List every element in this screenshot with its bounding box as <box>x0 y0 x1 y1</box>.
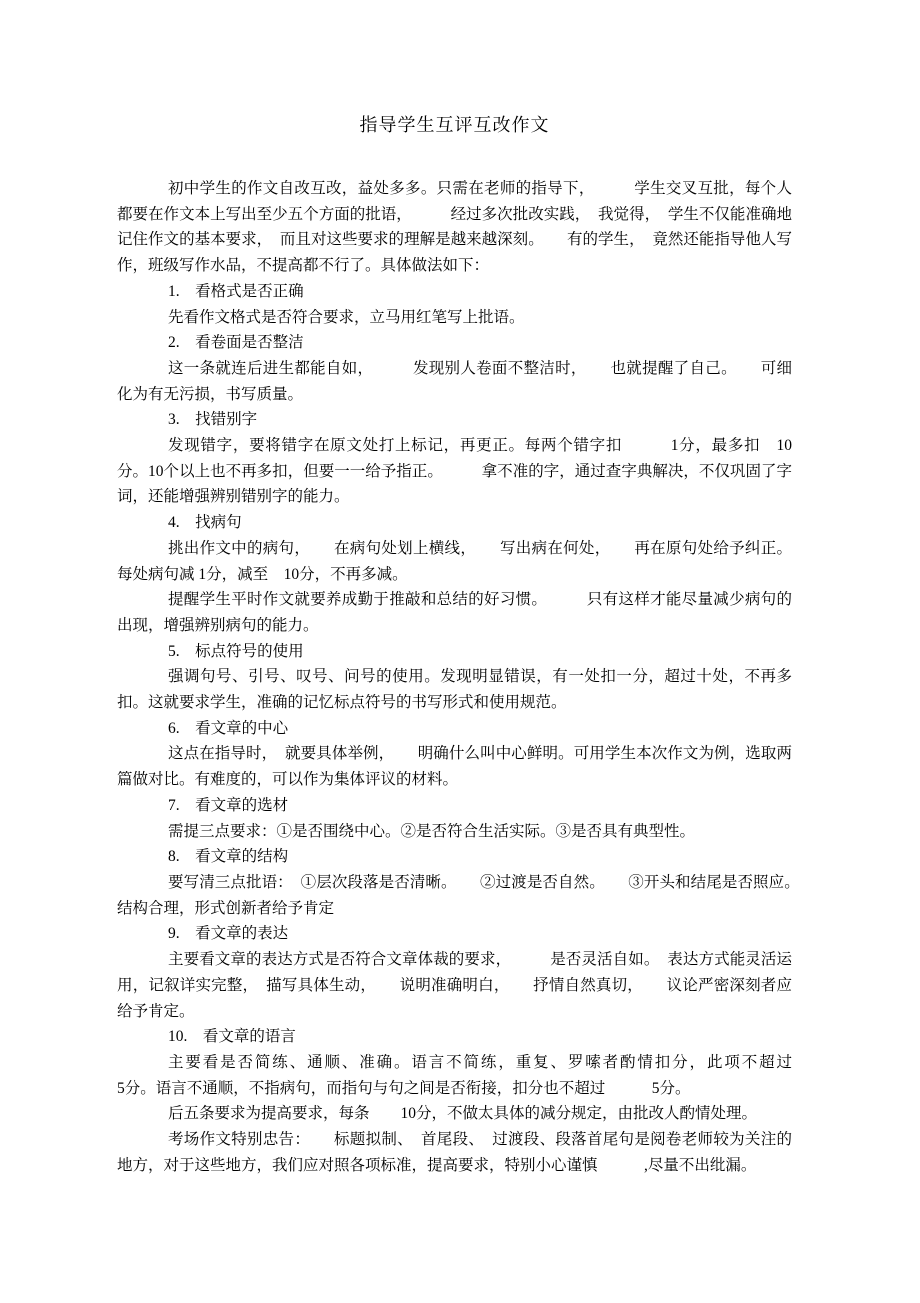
paragraph: 强调句号、引号、叹号、问号的使用。发现明显错误，有一处扣一分，超过十处，不再多扣。这就要求学生，准确的记忆标点符号的书写形式和使用规范。 <box>117 668 792 712</box>
paragraph-intro: 初中学生的作文自改互改，益处多多。只需在老师的指导下， 学生交叉互批，每个人都要在作文本上写出至少五个方面的批语， 经过多次批改实践， 我觉得， 学生不仅能准确地记住作文的基本要求， 而且对这些要求的理解是越来越深刻。 有的学生， 竟然还能指导他人写作，班级写作水品，不提高都不行了。具体做法如下： <box>117 180 792 275</box>
paragraph: 需提三点要求：①是否围绕中心。②是否符合生活实际。③是否具有典型性。 <box>168 822 696 840</box>
paragraph: 先看作文格式是否符合要求，立马用红笔写上批语。 <box>168 308 525 326</box>
paragraph-final-advice: 考场作文特别忠告： 标题拟制、 首尾段、 过渡段、段落首尾句是阅卷老师较为关注的地方，对于这些地方，我们应对照各项标准，提高要求，特别小心谨慎 ,尽量不出纰漏。 <box>117 1131 792 1174</box>
paragraph: 主要看文章的表达方式是否符合文章体裁的要求， 是否灵活自如。 表达方式能灵活运用，记叙详实完整， 描写具体生动， 说明准确明白， 抒情自然真切， 议论严密深刻者应给予肯定。 <box>117 951 792 1020</box>
paragraph: 要写清三点批语： ①层次段落是否清晰。 ②过渡是否自然。 ③开头和结尾是否照应。 结构合理，形式创新者给予肯定 <box>117 873 839 917</box>
document-title: 指导学生互评互改作文 <box>359 115 550 135</box>
item-heading-7: 7. 看文章的选材 <box>168 796 289 814</box>
item-heading-3: 3. 找错别字 <box>168 411 258 429</box>
item-heading-2: 2. 看卷面是否整洁 <box>168 334 304 352</box>
item-heading-1: 1. 看格式是否正确 <box>168 282 304 300</box>
item-heading-5: 5. 标点符号的使用 <box>168 642 304 660</box>
paragraph: 挑出作文中的病句， 在病句处划上横线， 写出病在何处， 再在原句处给予纠正。每处病句减 1分，减至 10分，不再多减。 <box>117 539 792 583</box>
item-heading-10: 10. 看文章的语言 <box>168 1028 296 1046</box>
item-heading-9: 9. 看文章的表达 <box>168 925 289 943</box>
paragraph: 主要看是否简练、通顺、准确。语言不简练，重复、罗嗦者酌情扣分，此项不超过 5分。语言不通顺，不指病句，而指句与句之间是否衔接，扣分也不超过 5分。 <box>117 1053 886 1097</box>
paragraph: 这一条就连后进生都能自如， 发现别人卷面不整洁时， 也就提醒了自己。 可细化为有无污损，书写质量。 <box>117 359 792 403</box>
item-heading-4: 4. 找病句 <box>168 514 242 532</box>
item-heading-6: 6. 看文章的中心 <box>168 719 289 737</box>
paragraph: 后五条要求为提高要求，每条 10分，不做太具体的减分规定，由批改人酌情处理。 <box>168 1105 758 1123</box>
paragraph: 发现错字，要将错字在原文处打上标记，再更正。每两个错字扣 1分，最多扣 10分。10个以上也不再多扣，但要一一给予指正。 拿不准的字，通过查字典解决，不仅巩固了字词，还能增强辨别错别字的能力。 <box>117 437 792 506</box>
paragraph: 这点在指导时， 就要具体举例， 明确什么叫中心鲜明。可用学生本次作文为例，选取两篇做对比。有难度的，可以作为集体评议的材料。 <box>117 745 792 789</box>
item-heading-8: 8. 看文章的结构 <box>168 848 289 866</box>
paragraph: 提醒学生平时作文就要养成勤于推敲和总结的好习惯。 只有这样才能尽量减少病句的出现，增强辨别病句的能力。 <box>117 591 792 634</box>
